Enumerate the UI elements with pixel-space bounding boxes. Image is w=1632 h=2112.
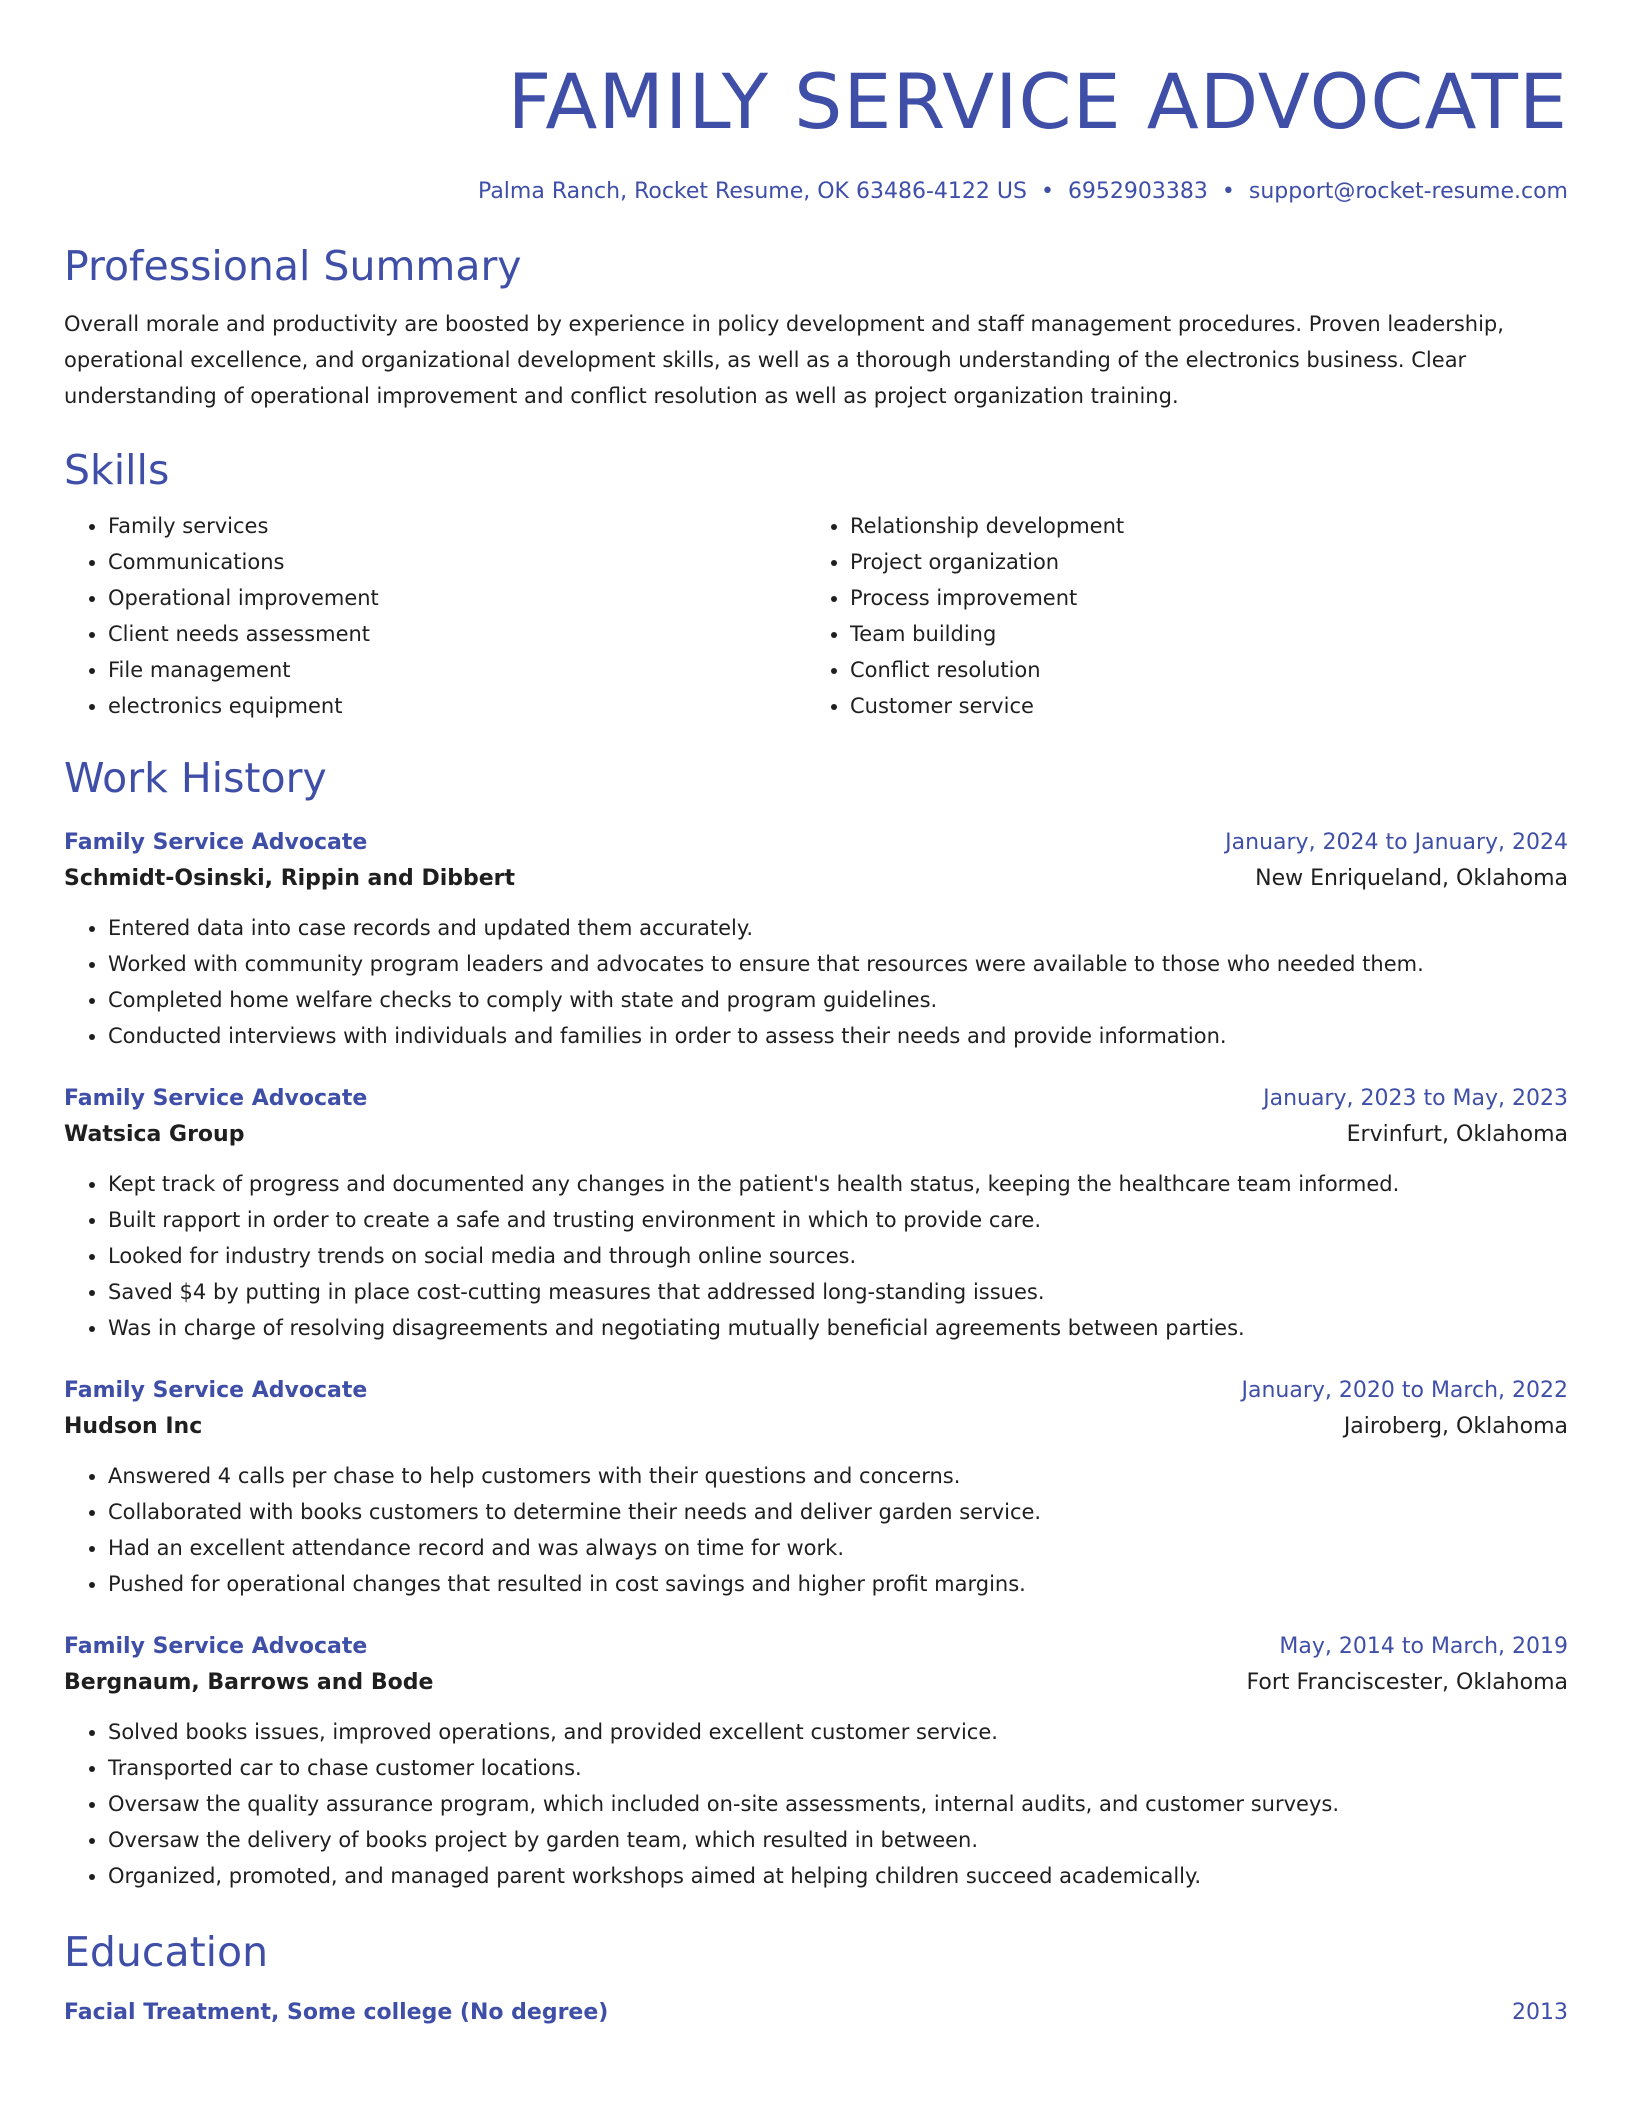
skill-item: • Process improvement xyxy=(850,580,1548,616)
skills-section xyxy=(64,442,1568,724)
job-bullet: • Oversaw the delivery of books project by garden team, which resulted in between. xyxy=(108,1822,1568,1858)
education-degree: Facial Treatment, Some college (No degree) xyxy=(64,2000,609,2025)
section-title-work-history: Work History xyxy=(64,754,327,802)
work-history-section xyxy=(64,750,1568,1894)
job-company-row xyxy=(64,860,1568,898)
job-bullet: • Entered data into case records and updated them accurately. xyxy=(108,910,1568,946)
skill-item: • Operational improvement xyxy=(108,580,806,616)
job-bullets xyxy=(64,910,1568,1054)
section-title-education: Education xyxy=(64,1928,269,1976)
skill-item: • Team building xyxy=(850,616,1548,652)
skill-item: • Relationship development xyxy=(850,508,1548,544)
candidate-name: FAMILY SERVICE ADVOCATE xyxy=(507,57,1568,146)
job-bullet: • Answered 4 calls per chase to help customers with their questions and concerns. xyxy=(108,1458,1568,1494)
job-bullets xyxy=(64,1714,1568,1894)
job-title-row xyxy=(64,826,1568,860)
contact-separator: • xyxy=(1040,179,1054,204)
job-title: Family Service Advocate xyxy=(64,830,368,855)
summary-section xyxy=(64,238,1568,414)
skills-columns xyxy=(64,508,1568,724)
job-location: New Enriqueland, Oklahoma xyxy=(1255,866,1568,891)
job-bullet: • Looked for industry trends on social media and through online sources. xyxy=(108,1238,1568,1274)
education-section xyxy=(64,1924,1568,2030)
job-bullet: • Worked with community program leaders and advocates to ensure that resources were available to those who needed them. xyxy=(108,946,1568,982)
job-entry xyxy=(64,1630,1568,1894)
skills-list-left xyxy=(64,508,806,724)
job-bullet: • Collaborated with books customers to determine their needs and deliver garden service. xyxy=(108,1494,1568,1530)
contact-address: Palma Ranch, Rocket Resume, OK 63486-4122 US xyxy=(478,179,1027,204)
skill-item: • File management xyxy=(108,652,806,688)
resume-header xyxy=(64,0,1568,208)
job-bullet: • Kept track of progress and documented any changes in the patient's health status, keeping the healthcare team informed. xyxy=(108,1166,1568,1202)
job-entry xyxy=(64,1082,1568,1346)
job-bullet: • Completed home welfare checks to comply with state and program guidelines. xyxy=(108,982,1568,1018)
job-bullet: • Had an excellent attendance record and was always on time for work. xyxy=(108,1530,1568,1566)
job-entry xyxy=(64,826,1568,1054)
education-year: 2013 xyxy=(1512,2000,1568,2025)
job-dates: January, 2024 to January, 2024 xyxy=(1225,830,1568,855)
job-location: Fort Franciscester, Oklahoma xyxy=(1246,1670,1568,1695)
job-bullet: • Built rapport in order to create a safe and trusting environment in which to provide care. xyxy=(108,1202,1568,1238)
job-bullet: • Solved books issues, improved operations, and provided excellent customer service. xyxy=(108,1714,1568,1750)
job-entry xyxy=(64,1374,1568,1602)
job-dates: January, 2023 to May, 2023 xyxy=(1263,1086,1568,1111)
job-title-row xyxy=(64,1630,1568,1664)
education-entry xyxy=(64,1996,1568,2030)
skill-item: • electronics equipment xyxy=(108,688,806,724)
job-bullet: • Organized, promoted, and managed parent workshops aimed at helping children succeed academically. xyxy=(108,1858,1568,1894)
job-title: Family Service Advocate xyxy=(64,1634,368,1659)
job-dates: January, 2020 to March, 2022 xyxy=(1241,1378,1568,1403)
contact-line xyxy=(64,176,1568,208)
job-bullets xyxy=(64,1166,1568,1346)
skill-item: • Project organization xyxy=(850,544,1548,580)
job-bullet: • Pushed for operational changes that resulted in cost savings and higher profit margins. xyxy=(108,1566,1568,1602)
job-bullet: • Saved $4 by putting in place cost-cutting measures that addressed long-standing issues. xyxy=(108,1274,1568,1310)
job-title: Family Service Advocate xyxy=(64,1086,368,1111)
job-bullet: • Transported car to chase customer locations. xyxy=(108,1750,1568,1786)
job-bullet: • Oversaw the quality assurance program, which included on-site assessments, internal audits, and customer surveys. xyxy=(108,1786,1568,1822)
job-company: Schmidt-Osinski, Rippin and Dibbert xyxy=(64,866,516,891)
job-title-row xyxy=(64,1082,1568,1116)
contact-email[interactable]: support@rocket-resume.com xyxy=(1248,179,1568,204)
job-bullets xyxy=(64,1458,1568,1602)
skill-item: • Customer service xyxy=(850,688,1548,724)
job-company-row xyxy=(64,1664,1568,1702)
job-company: Watsica Group xyxy=(64,1122,245,1147)
skill-item: • Communications xyxy=(108,544,806,580)
job-dates: May, 2014 to March, 2019 xyxy=(1279,1634,1568,1659)
skill-item: • Conflict resolution xyxy=(850,652,1548,688)
job-company-row xyxy=(64,1408,1568,1446)
job-title: Family Service Advocate xyxy=(64,1378,368,1403)
job-company: Bergnaum, Barrows and Bode xyxy=(64,1670,434,1695)
contact-separator: • xyxy=(1221,179,1235,204)
skills-list-right xyxy=(806,508,1548,724)
section-title-skills: Skills xyxy=(64,446,170,494)
job-company-row xyxy=(64,1116,1568,1154)
summary-text: Overall morale and productivity are boosted by experience in policy development and staff management procedures. Proven leadership, operational excellence, and organizational development skills, as well as a thorough understanding of the electronics business. Clear understanding of operational improvement and conflict resolution as well as project organization training. xyxy=(64,312,1504,408)
job-bullet: • Conducted interviews with individuals and families in order to assess their needs and provide information. xyxy=(108,1018,1568,1054)
job-location: Jairoberg, Oklahoma xyxy=(1343,1414,1568,1439)
job-location: Ervinfurt, Oklahoma xyxy=(1346,1122,1568,1147)
job-title-row xyxy=(64,1374,1568,1408)
contact-phone: 6952903383 xyxy=(1067,179,1208,204)
skill-item: • Family services xyxy=(108,508,806,544)
section-title-summary: Professional Summary xyxy=(64,242,522,290)
job-company: Hudson Inc xyxy=(64,1414,203,1439)
job-bullet: • Was in charge of resolving disagreements and negotiating mutually beneficial agreements between parties. xyxy=(108,1310,1568,1346)
skill-item: • Client needs assessment xyxy=(108,616,806,652)
